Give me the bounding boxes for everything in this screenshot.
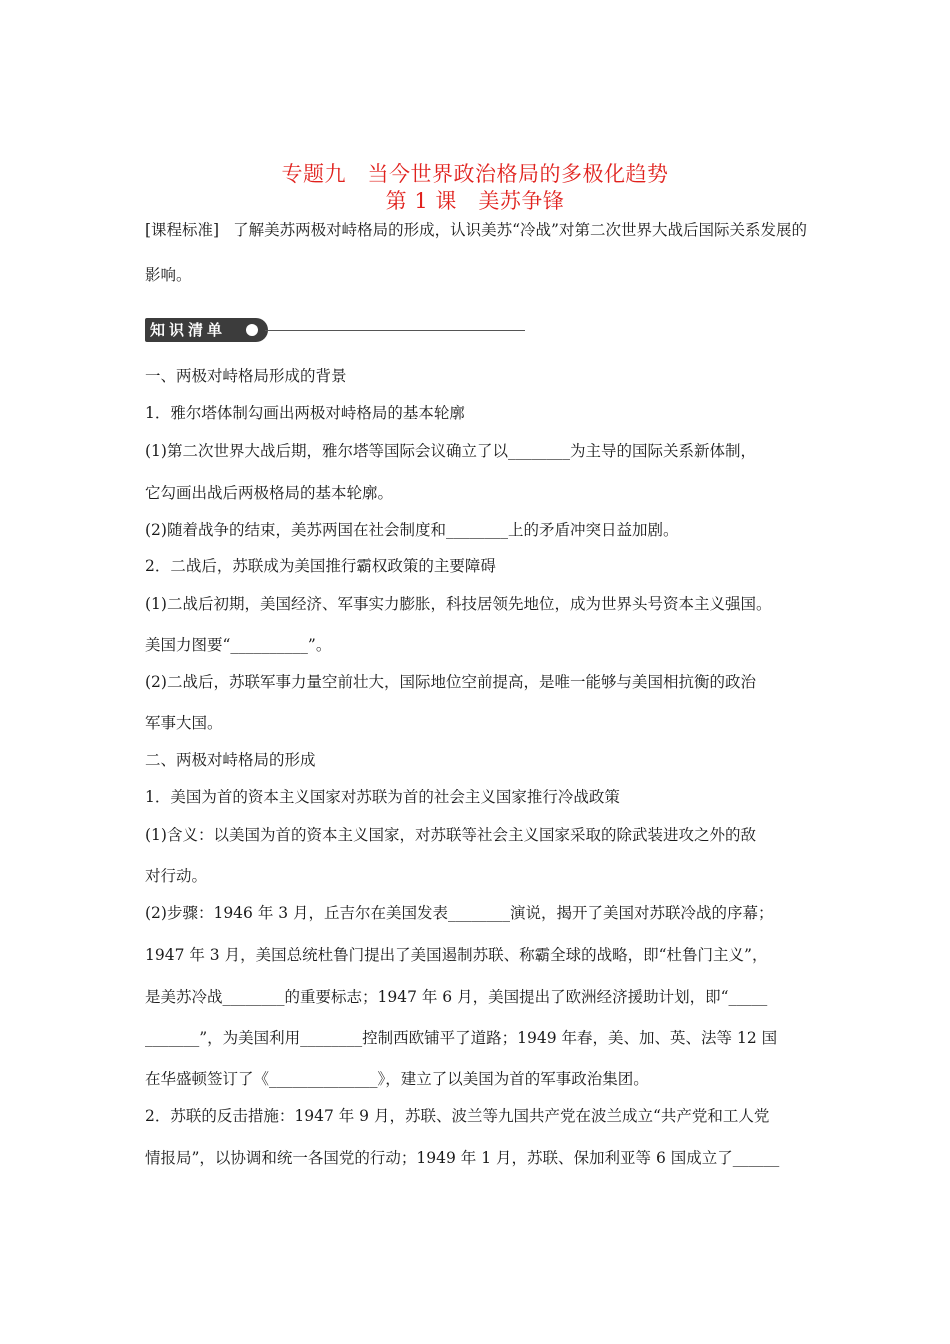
document-title: 专题九 当今世界政治格局的多极化趋势 [281,162,669,186]
subheading: 1．美国为首的资本主义国家对苏联为首的社会主义国家推行冷战政策 [145,788,620,806]
subheading: 2．二战后，苏联成为美国推行霸权政策的主要障碍 [145,557,496,575]
bullet-dot-icon [246,324,258,336]
paragraph-line: 2．苏联的反击措施：1947 年 9 月，苏联、波兰等九国共产党在波兰成立“共产党和工人党 [145,1107,770,1125]
paragraph-line: _______”，为美国利用________控制西欧铺平了道路；1949 年春，美、加、英、法等 12 国 [145,1029,778,1047]
paragraph-line: (2)二战后，苏联军事力量空前壮大，国际地位空前提高，是唯一能够与美国相抗衡的政治 [145,673,756,691]
paragraph-line: (2)随着战争的结束，美苏两国在社会制度和________上的矛盾冲突日益加剧。 [145,521,679,539]
course-standard-label: [课程标准] [145,221,220,239]
paragraph-line: 美国力图要“__________”。 [145,636,332,654]
paragraph-line: 1947 年 3 月，美国总统杜鲁门提出了美国遏制苏联、称霸全球的战略，即“杜鲁门主义”， [145,946,768,964]
section-banner-label: 知识清单 [145,318,268,342]
lesson-title: 第 1 课 美苏争锋 [385,189,565,213]
paragraph-line: (1)含义：以美国为首的资本主义国家，对苏联等社会主义国家采取的除武装进攻之外的敌 [145,826,756,844]
section-banner [145,318,525,342]
course-standard-text: 了解美苏两极对峙格局的形成，认识美苏“冷战”对第二次世界大战后国际关系发展的影响。 [145,221,807,284]
section-heading: 二、两极对峙格局的形成 [145,751,316,769]
paragraph-line: (2)步骤：1946 年 3 月，丘吉尔在美国发表________演说，揭开了美国对苏联冷战的序幕； [145,904,774,922]
subheading: 1．雅尔塔体制勾画出两极对峙格局的基本轮廓 [145,404,465,422]
paragraph-line: (1)二战后初期，美国经济、军事实力膨胀，科技居领先地位，成为世界头号资本主义强国。 [145,595,772,613]
paragraph-line: (1)第二次世界大战后期，雅尔塔等国际会议确立了以________为主导的国际关系新体制， [145,442,756,460]
section-heading: 一、两极对峙格局形成的背景 [145,367,347,385]
paragraph-line: 军事大国。 [145,714,223,732]
divider-line [265,330,525,331]
paragraph-line: 对行动。 [145,867,208,885]
paragraph-line: 情报局”，以协调和统一各国党的行动；1949 年 1 月，苏联、保加利亚等 6 国成立了______ [145,1149,780,1167]
paragraph-line: 它勾画出战后两极格局的基本轮廓。 [145,484,394,502]
paragraph-line: 是美苏冷战________的重要标志；1947 年 6 月，美国提出了欧洲经济援助计划，即“_____ [145,988,768,1006]
paragraph-line: 在华盛顿签订了《______________》，建立了以美国为首的军事政治集团。 [145,1070,649,1088]
course-standard [145,208,810,298]
